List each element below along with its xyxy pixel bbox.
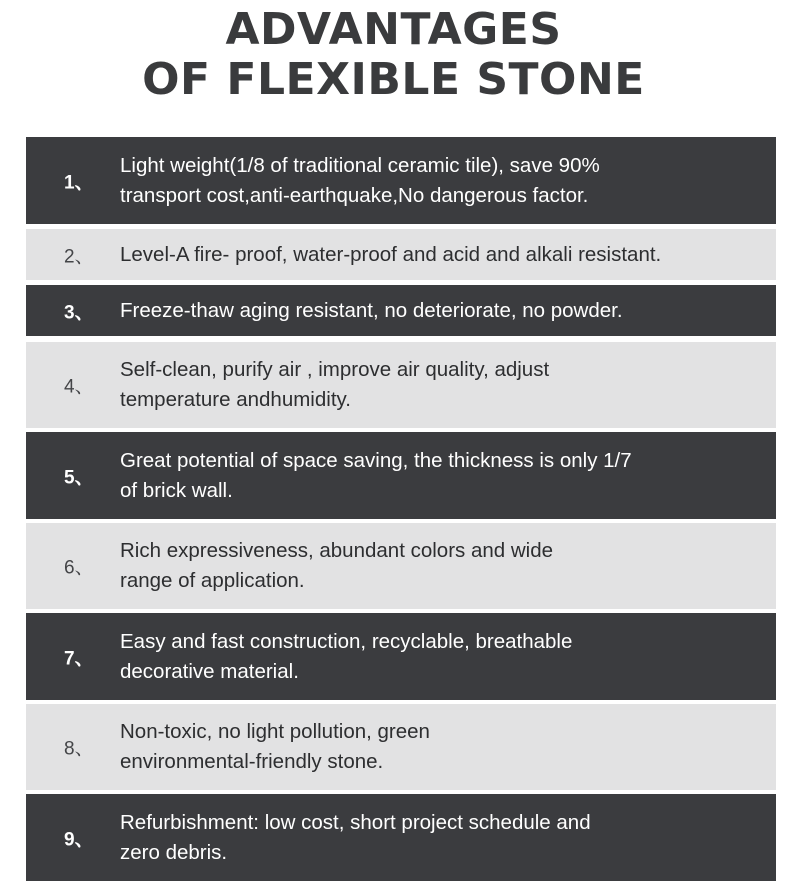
advantage-number: 2、 <box>64 246 94 267</box>
advantage-number: 7、 <box>64 648 94 669</box>
advantage-text: Freeze-thaw aging resistant, no deteriorate, no powder. <box>120 298 623 322</box>
advantage-row-2 <box>26 229 776 280</box>
advantage-number: 8、 <box>64 738 94 760</box>
advantage-number: 6、 <box>64 557 94 579</box>
page-title-line-1: ADVANTAGES <box>225 4 562 55</box>
advantage-text: Rich expressiveness, abundant colors and wide range of application. <box>120 539 554 592</box>
advantage-text: Light weight(1/8 of traditional ceramic tile), save 90% transport cost,anti-earthquake,No dangerous factor. <box>120 153 600 207</box>
advantage-text: Level-A fire- proof, water-proof and acid and alkali resistant. <box>120 242 662 266</box>
advantage-row-7 <box>26 613 776 700</box>
advantage-number: 5、 <box>64 467 94 488</box>
advantage-row-1 <box>26 137 776 224</box>
advantage-row-8 <box>26 704 776 790</box>
advantage-row-4 <box>26 342 776 428</box>
advantage-row-6 <box>26 523 776 609</box>
advantage-text: Easy and fast construction, recyclable, breathable decorative material. <box>120 629 573 683</box>
advantage-text: Non-toxic, no light pollution, green environmental-friendly stone. <box>120 720 430 773</box>
advantage-number: 3、 <box>64 302 94 323</box>
advantage-text: Refurbishment: low cost, short project schedule and zero debris. <box>120 810 591 864</box>
advantage-text: Self-clean, purify air , improve air quality, adjust temperature andhumidity. <box>120 358 550 411</box>
advantage-row-5 <box>26 432 776 519</box>
page-title-line-2: OF FLEXIBLE STONE <box>142 54 645 105</box>
advantage-row-3 <box>26 285 776 336</box>
advantage-text: Great potential of space saving, the thickness is only 1/7 of brick wall. <box>120 448 632 502</box>
advantage-row-9 <box>26 794 776 881</box>
advantage-number: 9、 <box>64 829 94 850</box>
advantage-number: 4、 <box>64 376 94 398</box>
advantage-number: 1、 <box>64 172 94 193</box>
